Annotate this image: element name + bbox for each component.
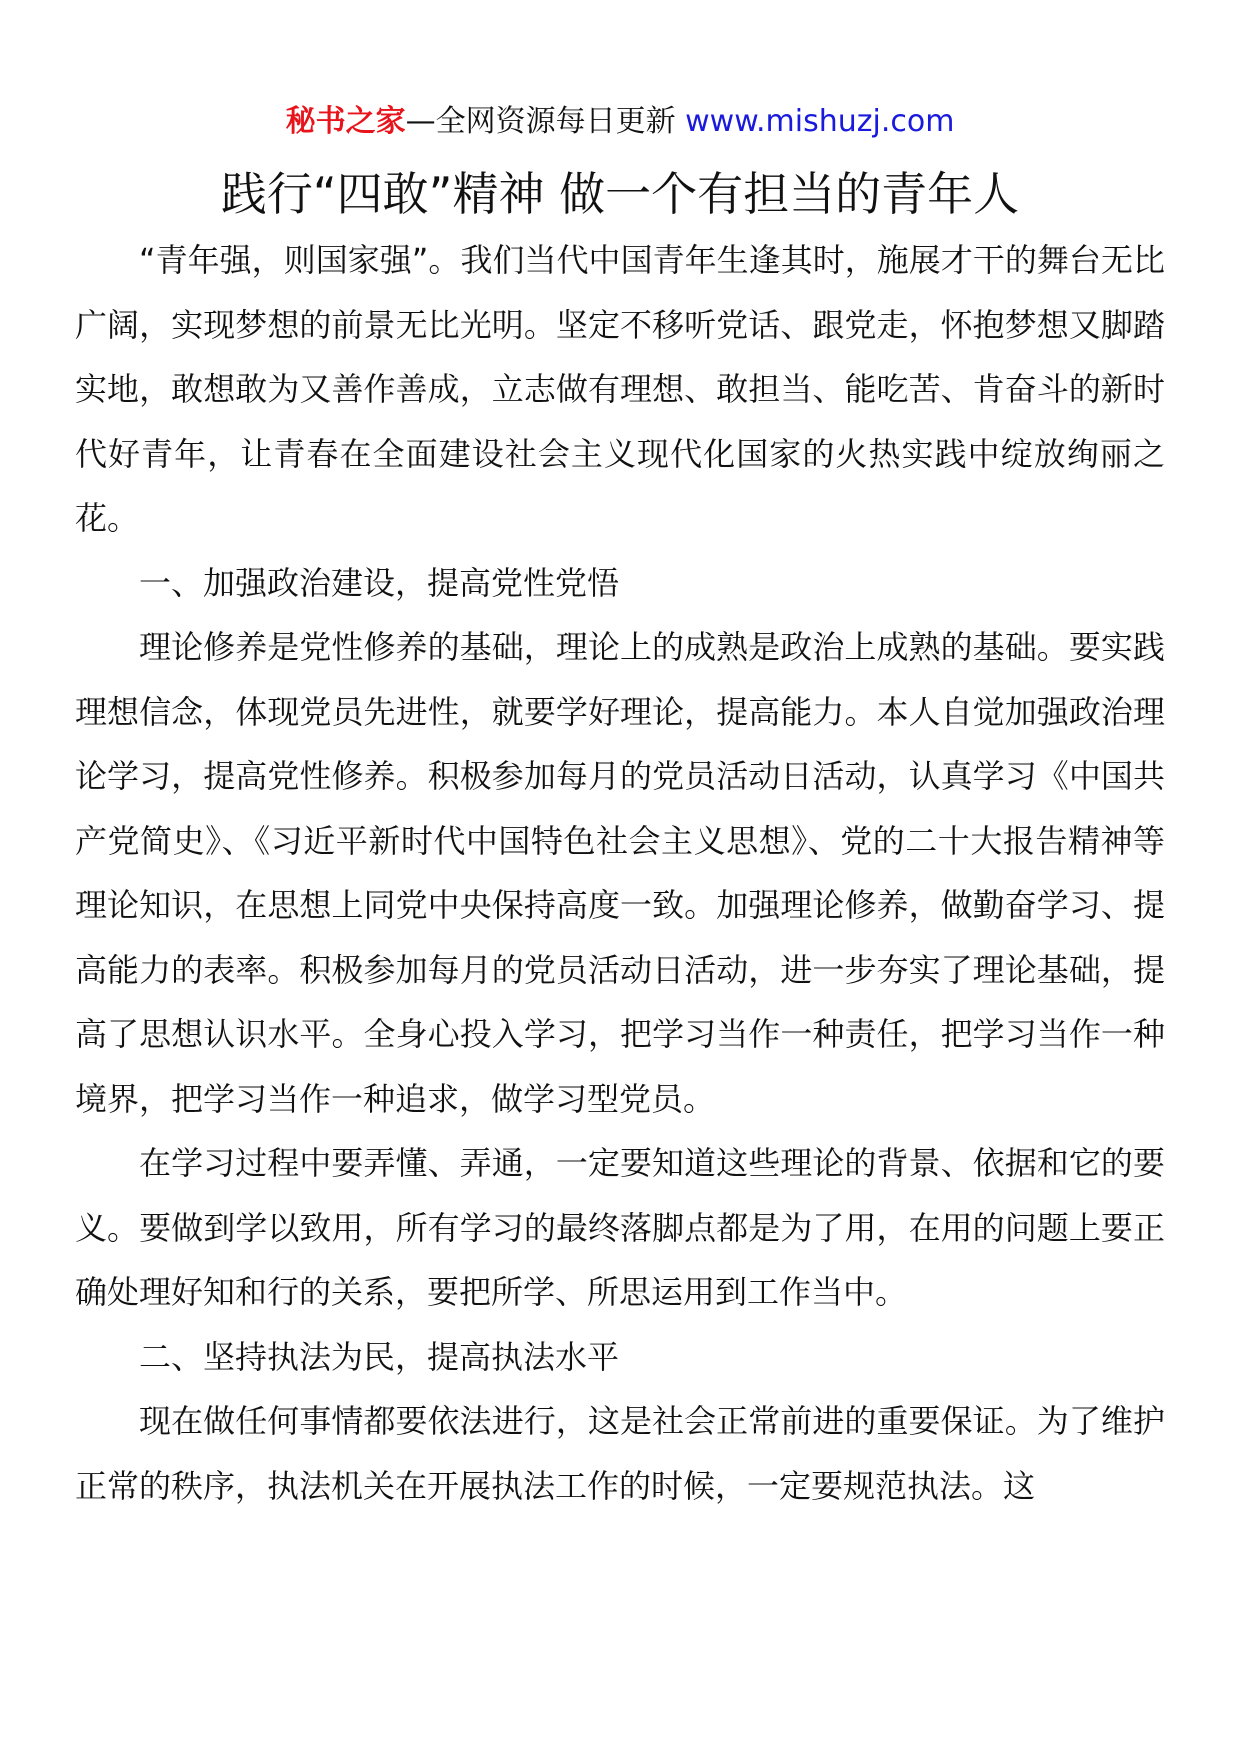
body-paragraph: 理论修养是党性修养的基础，理论上的成熟是政治上成熟的基础。要实践理想信念，体现党员先进性，就要学好理论，提高能力。本人自觉加强政治理论学习，提高党性修养。积极参加每月的党员活动日活动，认真学习《中国共产党简史》、《习近平新时代中国特色社会主义思想》、党的二十大报告精神等理论知识，在思想上同党中央保持高度一致。加强理论修养，做勤奋学习、提高能力的表率。积极参加每月的党员活动日活动，进一步夯实了理论基础，提高了思想认识水平。全身心投入学习，把学习当作一种责任，把学习当作一种境界，把学习当作一种追求，做学习型党员。 <box>75 628 1165 1118</box>
site-url-link[interactable]: www.mishuzj.com <box>685 104 955 139</box>
site-brand: 秘书之家 <box>285 104 406 139</box>
site-tagline: —全网资源每日更新 <box>405 104 686 139</box>
site-header <box>0 102 1240 142</box>
body-paragraph: 现在做任何事情都要依法进行，这是社会正常前进的重要保证。为了维护正常的秩序，执法机关在开展执法工作的时候，一定要规范执法。这 <box>75 1402 1165 1505</box>
body-paragraph: “青年强，则国家强”。我们当代中国青年生逢其时，施展才干的舞台无比广阔，实现梦想的前景无比光明。坚定不移听党话、跟党走，怀抱梦想又脚踏实地，敢想敢为又善作善成，立志做有理想、敢担当、能吃苦、肯奋斗的新时代好青年，让青春在全面建设社会主义现代化国家的火热实践中绽放绚丽之花。 <box>75 241 1165 537</box>
body-paragraph: 在学习过程中要弄懂、弄通，一定要知道这些理论的背景、依据和它的要义。要做到学以致用，所有学习的最终落脚点都是为了用，在用的问题上要正确处理好知和行的关系，要把所学、所思运用到工作当中。 <box>75 1144 1165 1311</box>
section-heading: 一、加强政治建设，提高党性党悟 <box>139 563 620 602</box>
document-body <box>75 228 1165 1518</box>
document-title: 践行“四敢”精神 做一个有担当的青年人 <box>220 167 1020 221</box>
section-heading: 二、坚持执法为民，提高执法水平 <box>139 1337 620 1376</box>
